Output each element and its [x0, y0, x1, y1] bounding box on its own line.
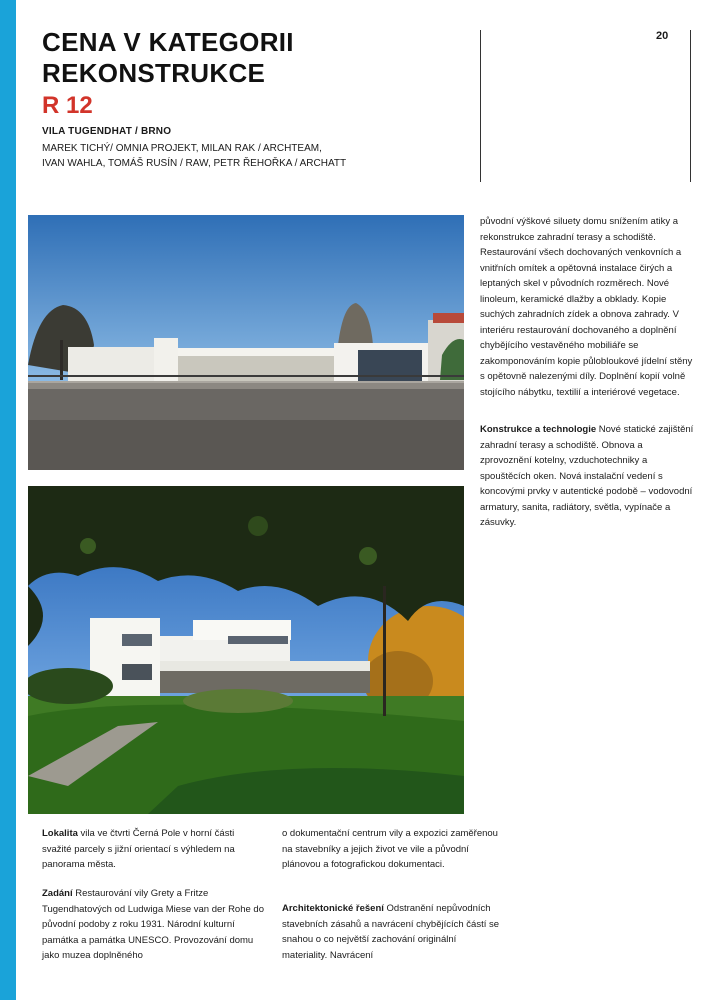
title-line-2: REKONSTRUKCE [42, 58, 266, 88]
villa-street-view-photo [28, 215, 464, 470]
bottom-right-paragraph-1 [282, 826, 504, 873]
bottom-left-paragraph-2 [42, 886, 266, 964]
page-title [42, 27, 294, 89]
bottom-left-label-1: Lokalita [42, 828, 78, 839]
bottom-left-paragraph-1 [42, 826, 266, 873]
project-subtitle: VILA TUGENDHAT / BRNO [42, 126, 172, 137]
bottom-left-text-2: Restaurování vily Grety a Fritze Tugendhatových od Ludwiga Miese van der Rohe do původní podoby z roku 1931. Národní kulturní památka a památka UNESCO. Provozování domu jako muzea doplněného [42, 888, 264, 961]
right-column-label-2: Konstrukce a technologie [480, 424, 597, 435]
bottom-left-text-1: vila ve čtvrti Černá Pole v horní části svažité parcely s jižní orientací s výhledem na panorama města. [42, 828, 235, 870]
bottom-right-text-2: Odstranění nepůvodních stavebních zásahů a navrácení chybějících částí se snahou o co největší zachování originální materiality. Navrácení [282, 903, 500, 961]
authors-line-1: MAREK TICHÝ/ OMNIA PROJEKT, MILAN RAK / ARCHTEAM, [42, 143, 322, 154]
page-number: 20 [656, 30, 669, 42]
bottom-right-paragraph-2 [282, 901, 504, 963]
column-divider-right [690, 30, 691, 182]
right-column-paragraph-1 [480, 214, 695, 400]
right-column-paragraph-2 [480, 422, 695, 531]
title-line-1: CENA V KATEGORII [42, 27, 294, 57]
authors [42, 141, 472, 171]
villa-garden-view-photo [28, 486, 464, 814]
right-column-text-2: Nové statické zajištění zahradní terasy a schodiště. Obnova a zprovoznění kotelny, vzduchotechniky a spouštěcích oken. Nová instalační vedení s koncovými prvky v autentické podobě – vodovodní armatury, sanita, radiátory, světla, vypínače a zásuvky. [480, 424, 694, 528]
column-divider-left [480, 30, 481, 182]
bottom-right-text-1: o dokumentační centrum vily a expozici zaměřenou na stavebníky a jejich život ve vile a původní plánovou a fotografickou dokumentaci. [282, 828, 498, 870]
side-color-stripe [0, 0, 16, 1000]
authors-line-2: IVAN WAHLA, TOMÁŠ RUSÍN / RAW, PETR ŘEHOŘKA / ARCHATT [42, 158, 347, 169]
bottom-left-label-2: Zadání [42, 888, 73, 899]
right-column-text-1: původní výškové siluety domu snížením atiky a rekonstrukce zahradní terasy a schodiště. Restaurování všech dochovaných venkovních a vnitřních omítek a opětovná instalace čirých a leptaných skel v původních rozměrech. Nové linoleum, keramické dlažby a obklady. Kopie suchých zahradních zídek a obnova zahrady. V interiéru restaurování dochovaného a doplnění chybějícího vestavěného mobiliáře se zakomponováním kopie půlobloukové jídelní stěny s opětovně nalezenými díly. Doplnění kopií volně stojícího nábytku, textilií a interiérové vegetace. [480, 216, 693, 398]
bottom-right-label-2: Architektonické řešení [282, 903, 384, 914]
entry-code: R 12 [42, 92, 93, 119]
